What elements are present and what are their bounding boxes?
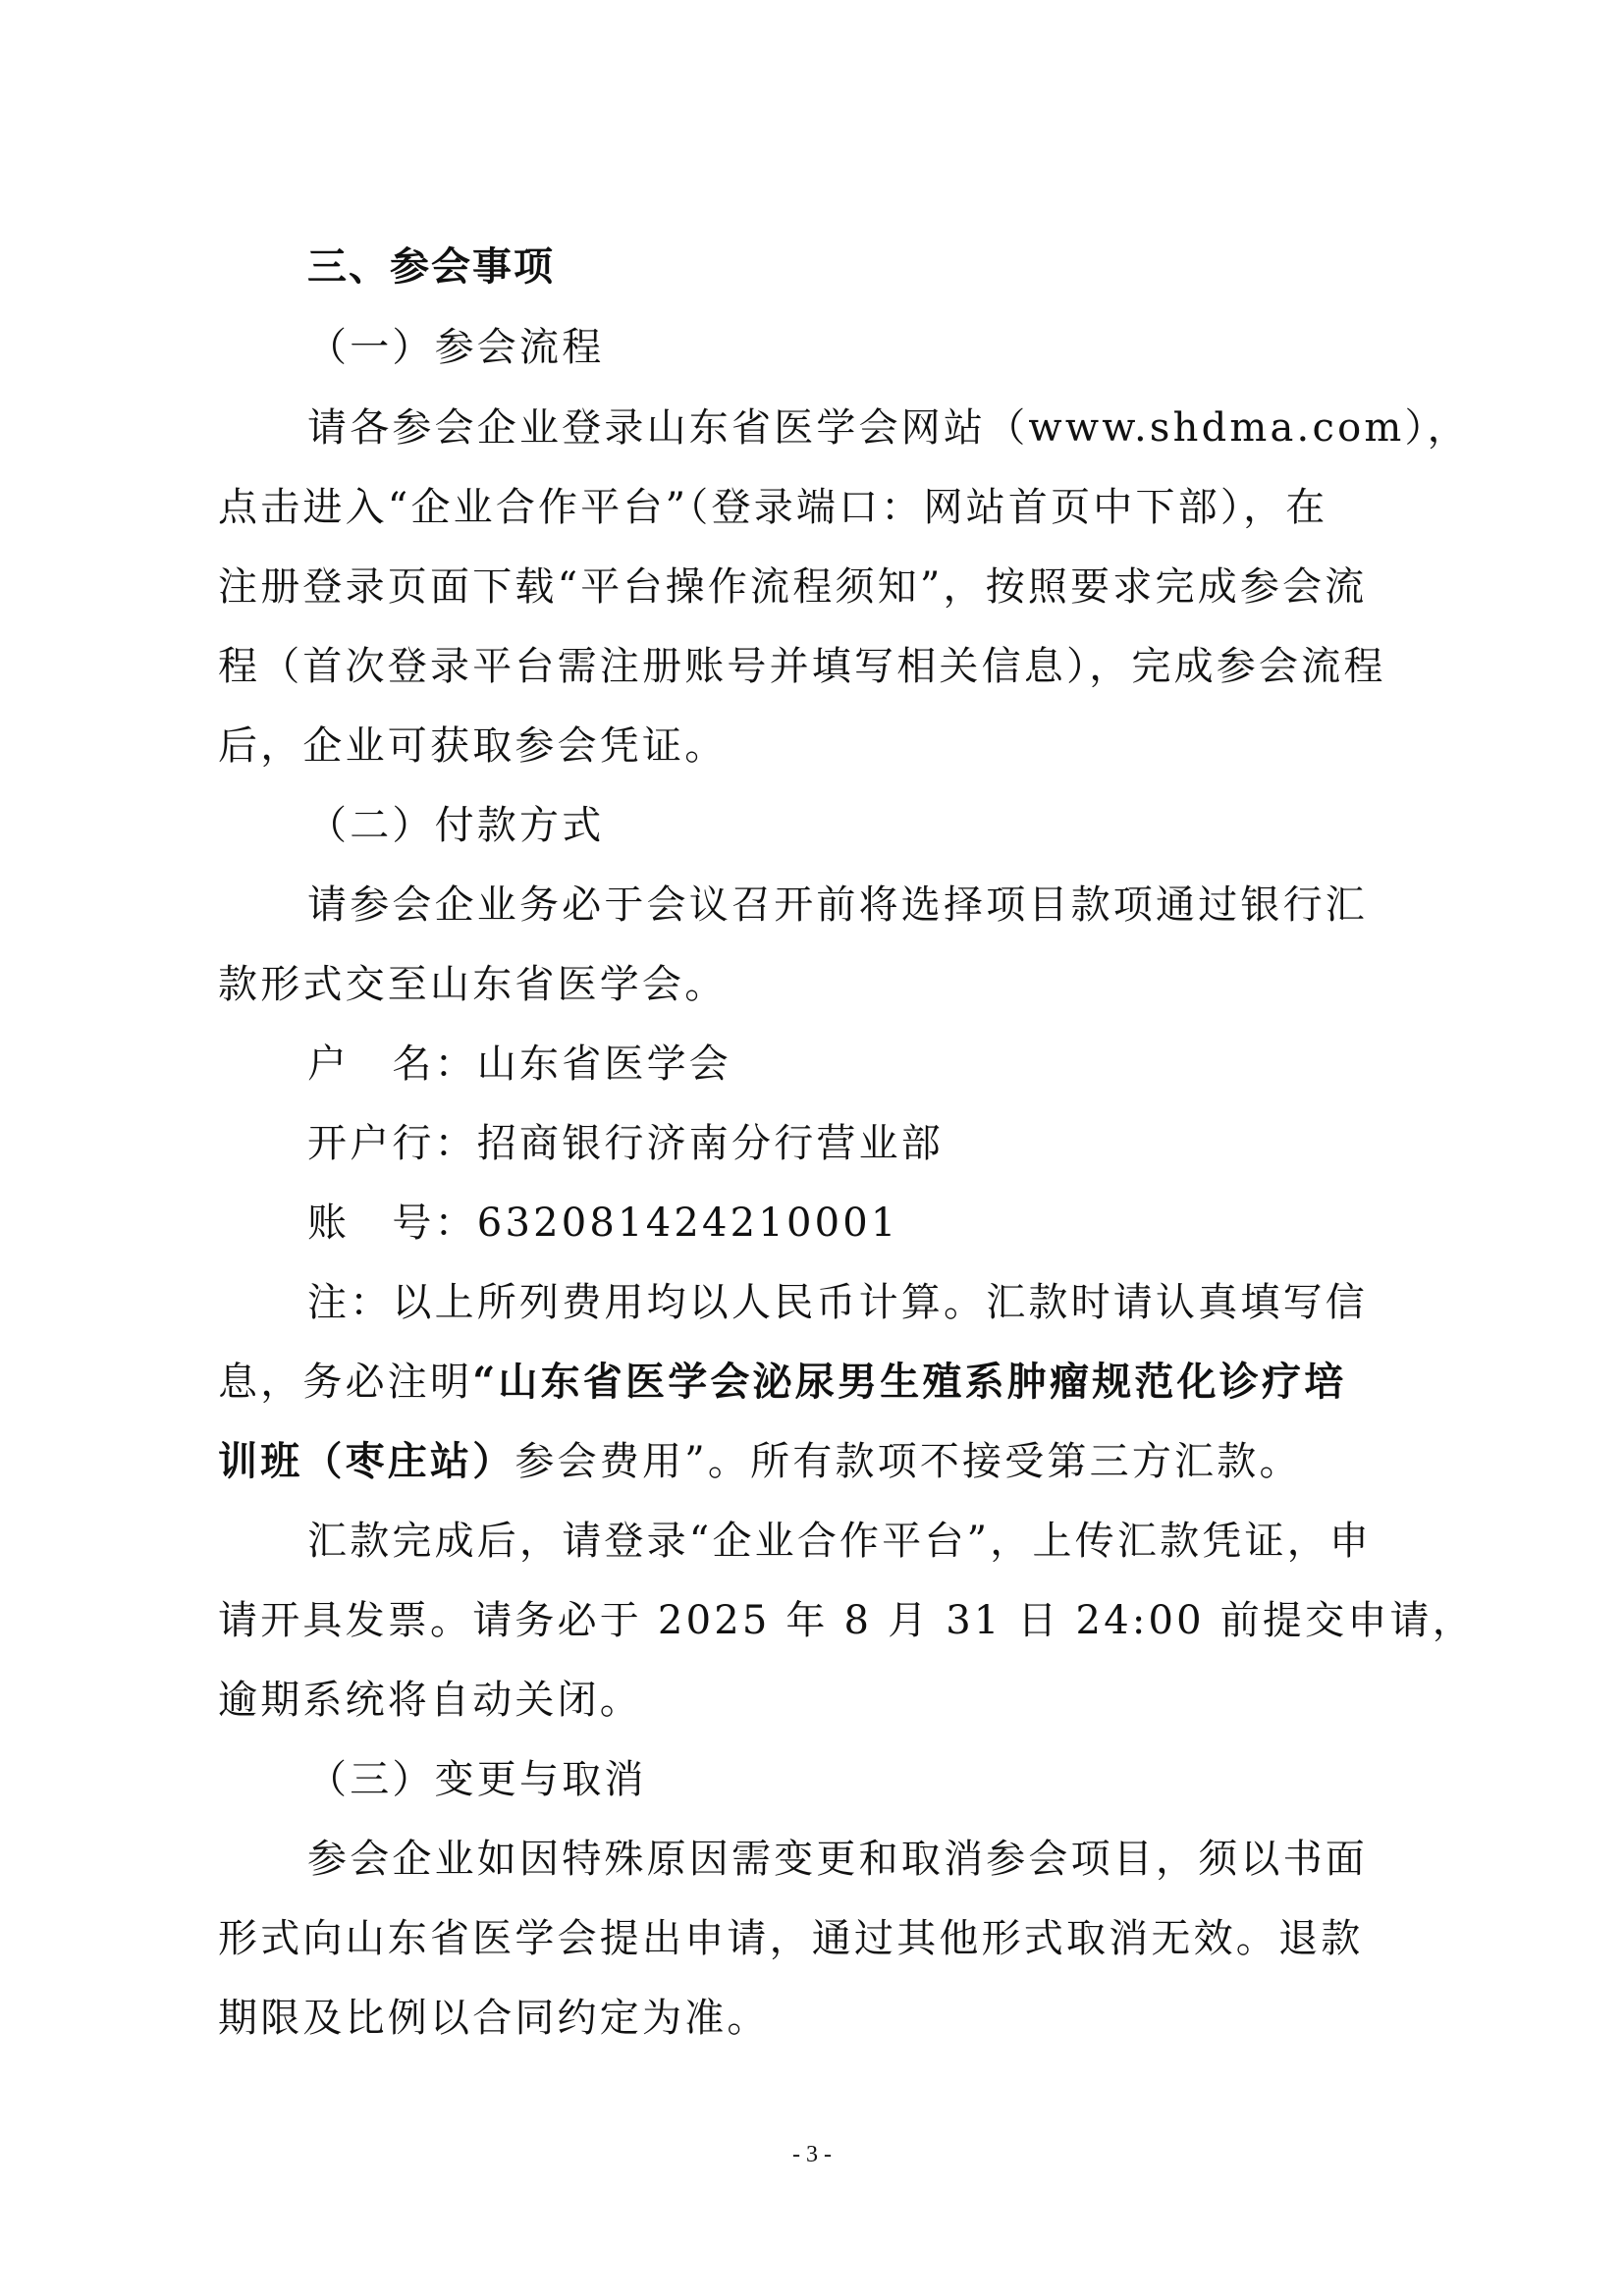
process-paragraph-line: 请各参会企业登录山东省医学会网站（www.shdma.com），: [307, 405, 1470, 451]
process-paragraph-line: 后，企业可获取参会凭证。: [218, 723, 728, 769]
note-line: 注：以上所列费用均以人民币计算。汇款时请认真填写信: [307, 1280, 1368, 1325]
after-payment-line: 汇款完成后，请登录“企业合作平台”，上传汇款凭证，申: [307, 1519, 1373, 1564]
note-text: 参会费用”。所有款项不接受第三方汇款。: [514, 1439, 1302, 1484]
change-paragraph-line: 期限及比例以合同约定为准。: [218, 1996, 770, 2041]
note-emphasis: “山东省医学会泌尿男生殖系肿瘤规范化诊疗培: [472, 1359, 1347, 1405]
payment-paragraph-line: 请参会企业务必于会议召开前将选择项目款项通过银行汇: [307, 882, 1368, 928]
process-heading: （一）参会流程: [307, 325, 605, 370]
note-line: [218, 1355, 1416, 1410]
page-number: - 3 -: [792, 2142, 832, 2167]
change-paragraph-line: 形式向山东省医学会提出申请，通过其他形式取消无效。退款: [218, 1916, 1364, 1961]
change-paragraph-line: 参会企业如因特殊原因需变更和取消参会项目，须以书面: [307, 1837, 1368, 1882]
note-line: [218, 1434, 1416, 1489]
account-name: 户 名：山东省医学会: [307, 1041, 731, 1087]
note-text: 息，务必注明: [218, 1360, 473, 1405]
section-title: 三、参会事项: [307, 244, 555, 290]
after-payment-line: 逾期系统将自动关闭。: [218, 1678, 642, 1723]
after-payment-line: 请开具发票。请务必于 2025 年 8 月 31 日 24:00 前提交申请，: [218, 1598, 1475, 1643]
process-paragraph-line: 点击进入“企业合作平台”（登录端口：网站首页中下部），在: [218, 485, 1328, 530]
note-emphasis: 训班（枣庄站）: [218, 1438, 515, 1484]
account-number: 账 号：632081424210001: [307, 1201, 899, 1246]
bank-name: 开户行：招商银行济南分行营业部: [307, 1121, 944, 1166]
payment-paragraph-line: 款形式交至山东省医学会。: [218, 962, 728, 1007]
change-heading: （三）变更与取消: [307, 1757, 647, 1802]
process-paragraph-line: 注册登录页面下载“平台操作流程须知”，按照要求完成参会流: [218, 564, 1368, 610]
process-paragraph-line: 程（首次登录平台需注册账号并填写相关信息），完成参会流程: [218, 644, 1386, 689]
payment-heading: （二）付款方式: [307, 803, 605, 848]
